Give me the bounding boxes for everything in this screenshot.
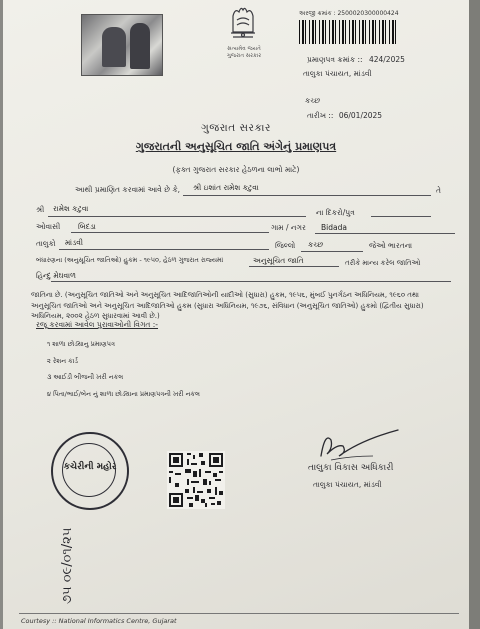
date-label: તારીખ :: <box>307 111 334 120</box>
document-item: ૨ રેશન કાર્ડ <box>47 356 78 365</box>
footer-credit: Courtesy :: National Informatics Centre, Gujarat <box>21 617 177 625</box>
shri-label: શ્રી <box>36 205 45 214</box>
officer-office: તાલુકા પંચાયત, માંડવી <box>313 480 382 489</box>
cert-no-label: પ્રમાણપત્ર ક્રમાંક :: <box>307 55 363 64</box>
documents-title: રજૂ કરવામાં આવેલ પુરાવાઓની વિગત :- <box>36 320 159 329</box>
name-suffix: તે <box>436 186 441 195</box>
recognized-text: તરીકે માન્ય કરેલ જાતિઓ <box>345 259 421 267</box>
constitution-text: બંધારણના (અનુસૂચિત જાતિઓ) હુકમ - ૧૯૫૦, હેઠળ ગુજરાત રાજ્યમાં <box>36 256 224 264</box>
handwritten-note-text: ૭૫ ૦૯/૦૧/૨૫ <box>60 527 75 604</box>
office-stamp <box>51 432 129 510</box>
son-of-label: ના દિકરો/પુત્ર <box>316 208 355 217</box>
applicant-name: શ્રી ઇશાંત રામેશ કટુવા <box>193 183 259 192</box>
issue-date <box>307 111 382 121</box>
emblem-caption: સત્યમેવ જયતે ગુજરાત સરકાર <box>226 46 262 59</box>
document-item: ૪ પિતા/ભાઈ/બેન નું શાળા છોડ્યાના પ્રમાણપત્રની ખરી નકલ <box>47 389 200 398</box>
village-value: બિદડા <box>78 222 96 231</box>
taluka-label: તાલુકો <box>36 239 56 248</box>
village-label: ગામ / નગર <box>271 223 306 232</box>
date-value: 06/01/2025 <box>338 111 383 120</box>
serial-number: અરજી ક્રમાંક : 2500020300000424 <box>299 10 399 17</box>
background-edge <box>469 0 480 629</box>
document-item: ૩ આઈડી બીજની ખરી નકલ <box>47 373 124 381</box>
handwritten-note <box>37 520 87 604</box>
stamp-text: કચેરીની મહોર <box>63 462 117 472</box>
certificate-number <box>307 55 405 65</box>
certificate-page <box>3 0 469 629</box>
documents-list <box>47 340 200 406</box>
village-english: Bidada <box>321 223 347 232</box>
state-emblem-icon <box>221 2 265 46</box>
certificate-subtitle: (ફક્ત ગુજરાત સરકાર હેઠળના લાભો માટે) <box>172 165 300 174</box>
document-item: ૧ શાળા છોડ્યાનુ પ્રમાણપત્ર <box>47 340 115 348</box>
certificate-title: ગુજરાતની અનુસૂચિત જાતિ અંગેનું પ્રમાણપત્ર <box>135 140 337 153</box>
applicant-photo <box>81 14 163 76</box>
taluka-value: માંડવી <box>65 238 84 247</box>
government-title: ગુજરાત સરકાર <box>201 122 271 134</box>
place: કચ્છ <box>305 96 321 105</box>
district-value: કચ્છ <box>308 240 324 249</box>
district-label: જિલ્લો <box>275 241 296 250</box>
officer-title: તાલુકા વિકાસ અધિકારી <box>308 463 394 473</box>
office-name: તાલુકા પંચાયત, માંડવી <box>303 69 372 78</box>
father-name: રામેશ કટુવા <box>53 204 89 213</box>
cert-no-value: 424/2025 <box>368 55 405 64</box>
india-text: જેઓ ભારતના <box>369 241 413 250</box>
qr-code <box>167 451 225 509</box>
officer-signature <box>303 426 423 462</box>
barcode <box>299 20 399 44</box>
legal-paragraph: જાતિના છે. (અનુસૂચિત જાતિઓ અને અનુસૂચિત આદિજાતિઓની યાદીઓ (સુધારા) હુકમ, ૧૯૫૬, મુંબઈ પુનર્ગઠન અધિનિયમ, ૧૯૬૦ તથા અનુસૂચિત જાતિઓ અને અનુસૂચિત આદિજાતિઓ હુકમ (સુધારા અધિનિયમ, ૧૯૭૬, સંવિધાન (અનુસૂચિત જાતિઓ) હુકમો (દ્વિતીય સુધારા) અધિનિયમ, ૨૦૦૨ હેઠળ સુધારવામાં આવી છે.) <box>31 291 424 320</box>
certify-text: આથી પ્રમાણિત કરવામાં આવે છે કે, <box>75 185 181 194</box>
caste-name: હિન્દુ મેઘવાળ <box>36 271 76 280</box>
caste-class: અનુસૂચિત જાતિ <box>253 256 304 265</box>
resident-label: ઓવાસી <box>36 222 61 231</box>
barcode-block <box>299 10 409 44</box>
